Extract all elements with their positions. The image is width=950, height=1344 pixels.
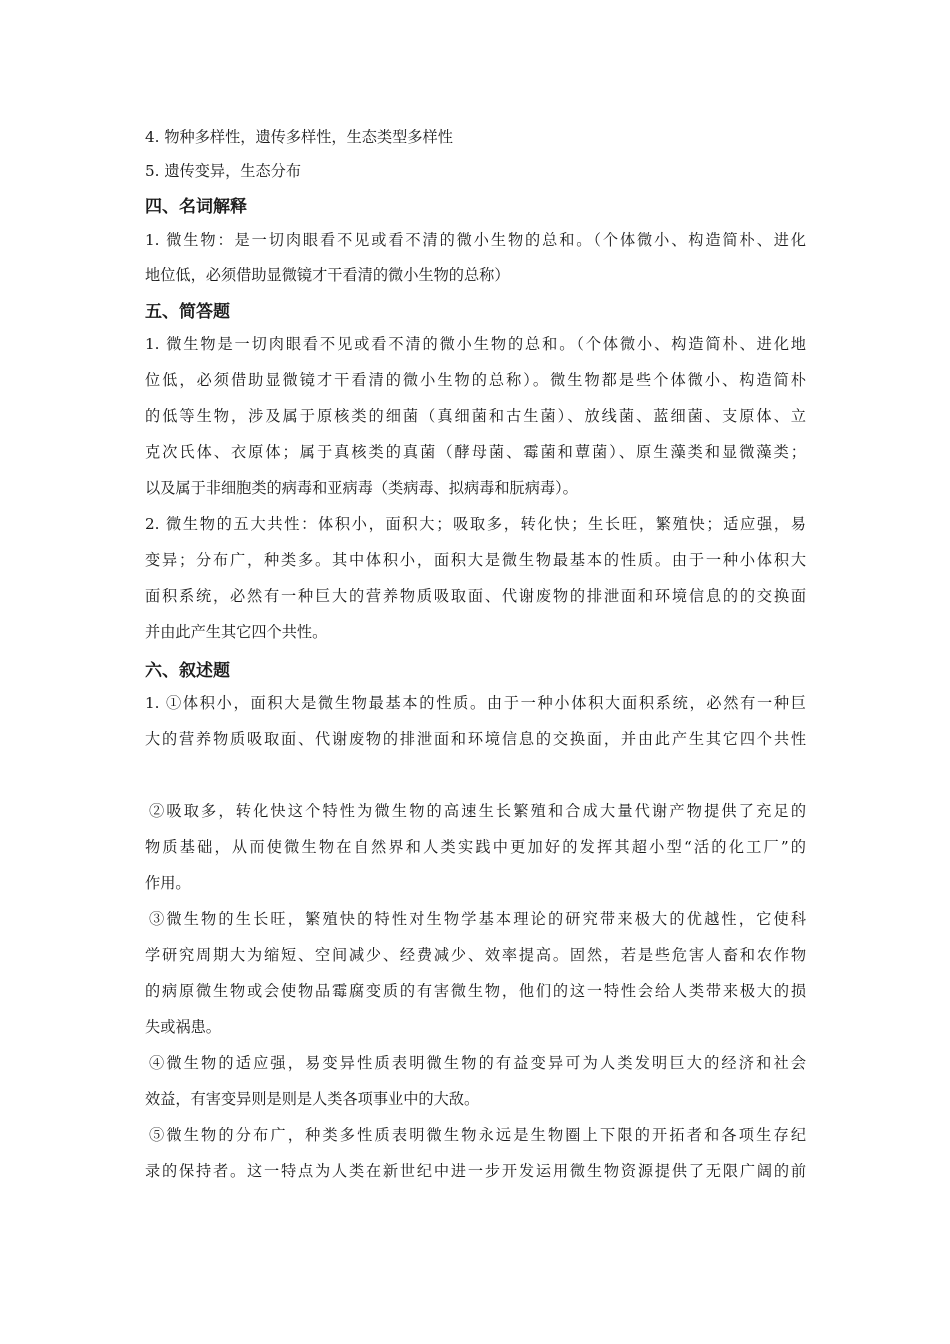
paragraph-line: 克次氏体、衣原体；属于真核类的真菌（酵母菌、霉菌和蕈菌）、原生藻类和显微藻类；	[145, 443, 806, 461]
paragraph-line: 1. ①体积小，面积大是微生物最基本的性质。由于一种小体积大面积系统，必然有一种巨	[145, 694, 806, 712]
paragraph-line: ②吸取多，转化快这个特性为微生物的高速生长繁殖和合成大量代谢产物提供了充足的	[149, 802, 806, 820]
paragraph-line: 的病原微生物或会使物品霉腐变质的有害微生物，他们的这一特性会给人类带来极大的损	[145, 982, 806, 1000]
paragraph-line: 2. 微生物的五大共性：体积小，面积大；吸取多，转化快；生长旺，繁殖快；适应强，易	[145, 515, 806, 533]
answer-line-4: 4. 物种多样性，遗传多样性，生态类型多样性	[145, 128, 453, 146]
paragraph-line: 效益，有害变异则是则是人类各项事业中的大敌。	[145, 1090, 480, 1108]
paragraph-line: 作用。	[145, 874, 191, 892]
paragraph-line: 以及属于非细胞类的病毒和亚病毒（类病毒、拟病毒和朊病毒）。	[145, 479, 578, 497]
paragraph-line: 1. 微生物是一切肉眼看不见或看不清的微小生物的总和。（个体微小、构造简朴、进化地	[145, 335, 806, 353]
paragraph-line: 的低等生物，涉及属于原核类的细菌（真细菌和古生菌）、放线菌、蓝细菌、支原体、立	[145, 407, 806, 425]
paragraph-line: 大的营养物质吸取面、代谢废物的排泄面和环境信息的交换面，并由此产生其它四个共性	[145, 730, 806, 748]
section-heading-5: 五、简答题	[145, 302, 230, 322]
paragraph-line: 变异；分布广，种类多。其中体积小，面积大是微生物最基本的性质。由于一种小体积大	[145, 551, 806, 569]
paragraph-line: 地位低，必须借助显微镜才干看清的微小生物的总称）	[145, 266, 510, 284]
section-heading-4: 四、名词解释	[145, 197, 247, 217]
paragraph-line: 面积系统，必然有一种巨大的营养物质吸取面、代谢废物的排泄面和环境信息的的交换面	[145, 587, 806, 605]
paragraph-line: 失或祸患。	[145, 1018, 221, 1036]
paragraph-line: 物质基础，从而使微生物在自然界和人类实践中更加好的发挥其超小型“活的化工厂”的	[145, 838, 806, 856]
section-heading-6: 六、叙述题	[145, 661, 230, 681]
paragraph-line: 并由此产生其它四个共性。	[145, 623, 328, 641]
answer-line-5: 5. 遗传变异，生态分布	[145, 162, 302, 180]
paragraph-line: 位低，必须借助显微镜才干看清的微小生物的总称）。微生物都是些个体微小、构造简朴	[145, 371, 806, 389]
paragraph-line: 录的保持者。这一特点为人类在新世纪中进一步开发运用微生物资源提供了无限广阔的前	[145, 1162, 806, 1180]
paragraph-line: ⑤微生物的分布广，种类多性质表明微生物永远是生物圈上下限的开拓者和各项生存纪	[149, 1126, 806, 1144]
paragraph-line: ④微生物的适应强，易变异性质表明微生物的有益变异可为人类发明巨大的经济和社会	[149, 1054, 806, 1072]
paragraph-line: ③微生物的生长旺，繁殖快的特性对生物学基本理论的研究带来极大的优越性，它使科	[149, 910, 806, 928]
paragraph-line: 1. 微生物：是一切肉眼看不见或看不清的微小生物的总和。（个体微小、构造简朴、进化	[145, 231, 806, 249]
paragraph-line: 学研究周期大为缩短、空间减少、经费减少、效率提高。固然，若是些危害人畜和农作物	[145, 946, 806, 964]
